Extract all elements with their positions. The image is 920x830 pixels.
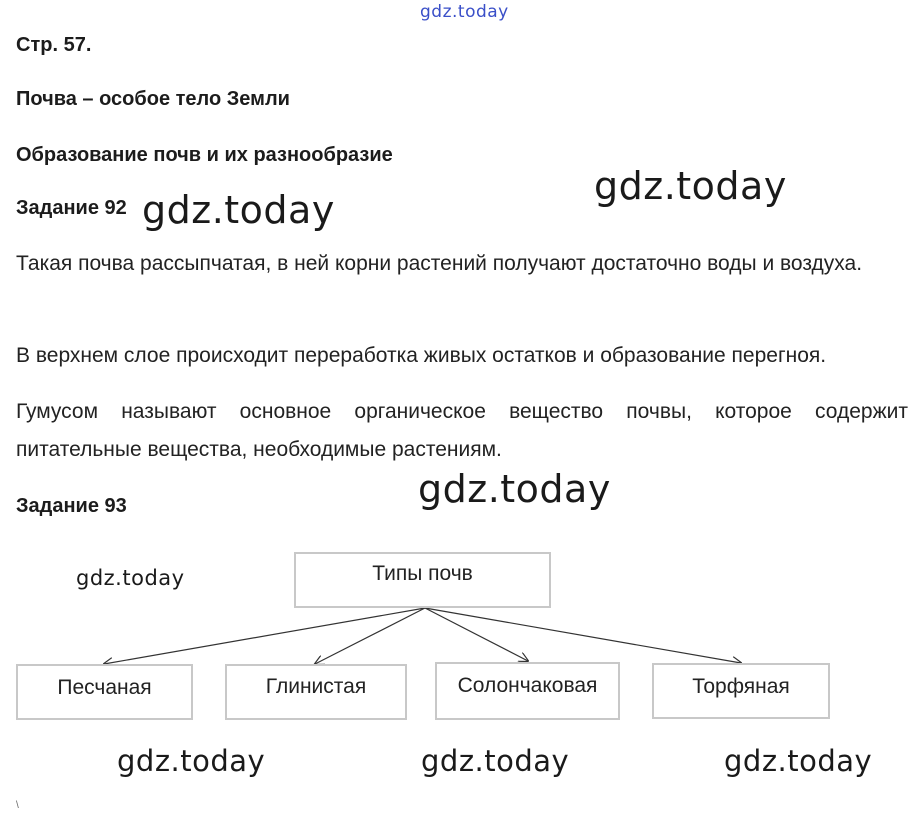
watermark: gdz.today — [724, 744, 873, 778]
task-92-paragraph-2: В верхнем слое происходит переработка живых остатков и образование перегноя. — [16, 344, 827, 367]
topic-title: Почва – особое тело Земли — [16, 88, 290, 110]
diagram-child-box-peat — [652, 663, 830, 719]
diagram-child-label: Торфяная — [692, 675, 790, 698]
watermark: gdz.today — [421, 744, 570, 778]
watermark: gdz.today — [142, 188, 335, 232]
page-label: Стр. 57. — [16, 34, 92, 56]
diagram-child-box-sandy — [16, 664, 193, 720]
watermark-top: gdz.today — [420, 2, 509, 22]
diagram-child-box-saline — [435, 662, 620, 720]
corner-mark: \ — [16, 800, 19, 811]
diagram-child-label: Глинистая — [265, 675, 367, 698]
arrow-to-saline — [425, 608, 528, 661]
diagram-child-box-clay — [225, 664, 407, 720]
section-title: Образование почв и их разнообразие — [16, 144, 393, 166]
task-93-heading: Задание 93 — [16, 495, 127, 517]
arrow-to-peat — [425, 608, 741, 663]
diagram-child-label: Песчаная — [57, 676, 152, 699]
watermark: gdz.today — [76, 566, 185, 590]
task-92-paragraph-1: Такая почва рассыпчатая, в ней корни растений получают достаточно воды и воздуха. — [16, 252, 863, 275]
watermark: gdz.today — [418, 467, 611, 511]
diagram-child-label: Солончаковая — [457, 674, 598, 697]
task-92-heading: Задание 92 — [16, 197, 127, 219]
diagram-root-box — [294, 552, 551, 608]
task-92-paragraph-3: Гумусом называют основное органическое вещество почвы, которое содержит питательные вещества, необходимые растениям. — [16, 400, 908, 461]
diagram-root-label: Типы почв — [372, 562, 473, 585]
watermark: gdz.today — [594, 164, 787, 208]
watermark: gdz.today — [117, 744, 266, 778]
arrow-to-clay — [315, 608, 425, 664]
arrow-to-sandy — [104, 608, 425, 664]
